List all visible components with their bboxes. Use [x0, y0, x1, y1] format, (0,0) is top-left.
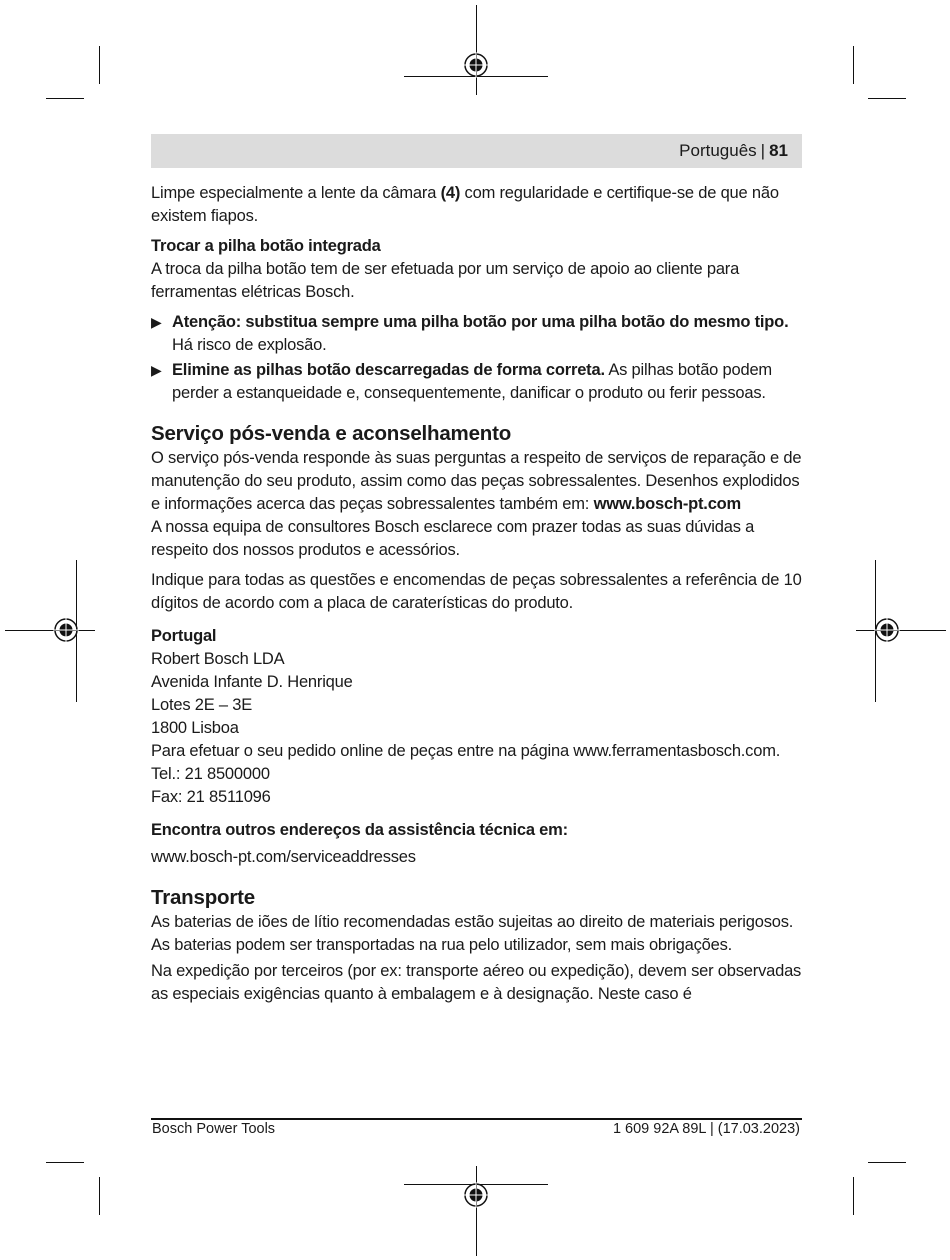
fax-line: Fax: 21 8511096 [151, 788, 271, 806]
footer-divider [151, 1118, 802, 1120]
crop-line [99, 46, 100, 84]
registration-mark-icon [53, 617, 79, 643]
crop-line [476, 1166, 477, 1256]
heading-transport: Transporte [151, 886, 255, 909]
crop-line [476, 5, 477, 95]
camera-lens-ref: (4) [440, 184, 461, 202]
footer-doc-id: 1 609 92A 89L | (17.03.2023) [612, 1121, 800, 1137]
crop-line [46, 1162, 84, 1163]
crop-line [853, 1177, 854, 1215]
paragraph-transport-1: As baterias de iões de lítio recomendadas estão sujeitas ao direito de materiais perigosos. As baterias podem ser transportadas na rua pelo utilizador, sem mais obrigações. [151, 913, 794, 954]
crop-line [99, 1177, 100, 1215]
country-heading: Portugal [151, 627, 217, 645]
paragraph-battery: A troca da pilha botão tem de ser efetuada por um serviço de apoio ao cliente para ferramentas elétricas Bosch. [151, 260, 740, 301]
paragraph-consultants: A nossa equipa de consultores Bosch esclarece com prazer todas as suas dúvidas a respeito dos nossos produtos e acessórios. [151, 518, 755, 559]
crop-line [868, 1162, 906, 1163]
crop-line [5, 630, 95, 631]
paragraph-transport-2: Na expedição por terceiros (por ex: transporte aéreo ou expedição), devem ser observadas as especiais exigências quanto à embalagem e à designação. Neste caso é [151, 962, 802, 1003]
warning-bold-text: Atenção: substitua sempre uma pilha botão por uma pilha botão do mesmo tipo. [172, 313, 789, 331]
bosch-pt-link[interactable]: www.bosch-pt.com [593, 495, 742, 513]
header-language: Português [679, 141, 757, 160]
crop-line [46, 98, 84, 99]
warning-bold-text: Elimine as pilhas botão descarregadas de forma correta. [172, 361, 605, 379]
footer-brand: Bosch Power Tools [152, 1121, 276, 1137]
crop-line [868, 98, 906, 99]
address-line: 1800 Lisboa [151, 719, 239, 737]
paragraph-clean-lens [151, 182, 803, 228]
phone-line: Tel.: 21 8500000 [151, 765, 270, 783]
registration-mark-icon [874, 617, 900, 643]
bullet-arrow-icon: ▶ [151, 362, 162, 378]
warning-text: As pilhas botão podem perder a estanqueidade e, consequentemente, danificar o produto ou ferir pessoas. [172, 361, 772, 402]
address-block [151, 648, 803, 809]
heading-service: Serviço pós-venda e aconselhamento [151, 422, 512, 445]
address-line: Lotes 2E – 3E [151, 696, 253, 714]
text: com regularidade e certifique-se de que não existem fiapos. [151, 184, 779, 225]
service-addresses-link[interactable]: www.bosch-pt.com/serviceaddresses [151, 848, 416, 866]
paragraph-reference: Indique para todas as questões e encomendas de peças sobressalentes a referência de 10 dígitos de acordo com a placa de caraterísticas do produto. [151, 571, 802, 612]
crop-line [853, 46, 854, 84]
paragraph-service [151, 447, 803, 516]
address-line: Robert Bosch LDA [151, 650, 285, 668]
registration-mark-icon [463, 1182, 489, 1208]
text: Limpe especialmente a lente da câmara [151, 184, 441, 202]
warning-bullet-same-type [151, 311, 803, 357]
page-number: 81 [769, 141, 788, 160]
header-separator: | [760, 141, 766, 160]
subheading-replace-battery: Trocar a pilha botão integrada [151, 237, 381, 255]
page-content [151, 182, 803, 1006]
bullet-arrow-icon: ▶ [151, 314, 162, 330]
crop-line [856, 630, 946, 631]
address-line: Avenida Infante D. Henrique [151, 673, 353, 691]
subheading-other-addresses: Encontra outros endereços da assistência técnica em: [151, 821, 568, 839]
warning-text: Há risco de explosão. [172, 336, 327, 354]
page-header [151, 134, 802, 168]
text: O serviço pós-venda responde às suas perguntas a respeito de serviços de reparação e de manutenção do seu produto, assim como das peças sobressalentes. Desenhos explodidos e informações acerca das peças sobressalentes também em: [151, 449, 802, 513]
warning-bullet-disposal [151, 359, 803, 405]
address-line: Para efetuar o seu pedido online de peças entre na página www.ferramentasbosch.com. [151, 742, 781, 760]
registration-mark-icon [463, 52, 489, 78]
